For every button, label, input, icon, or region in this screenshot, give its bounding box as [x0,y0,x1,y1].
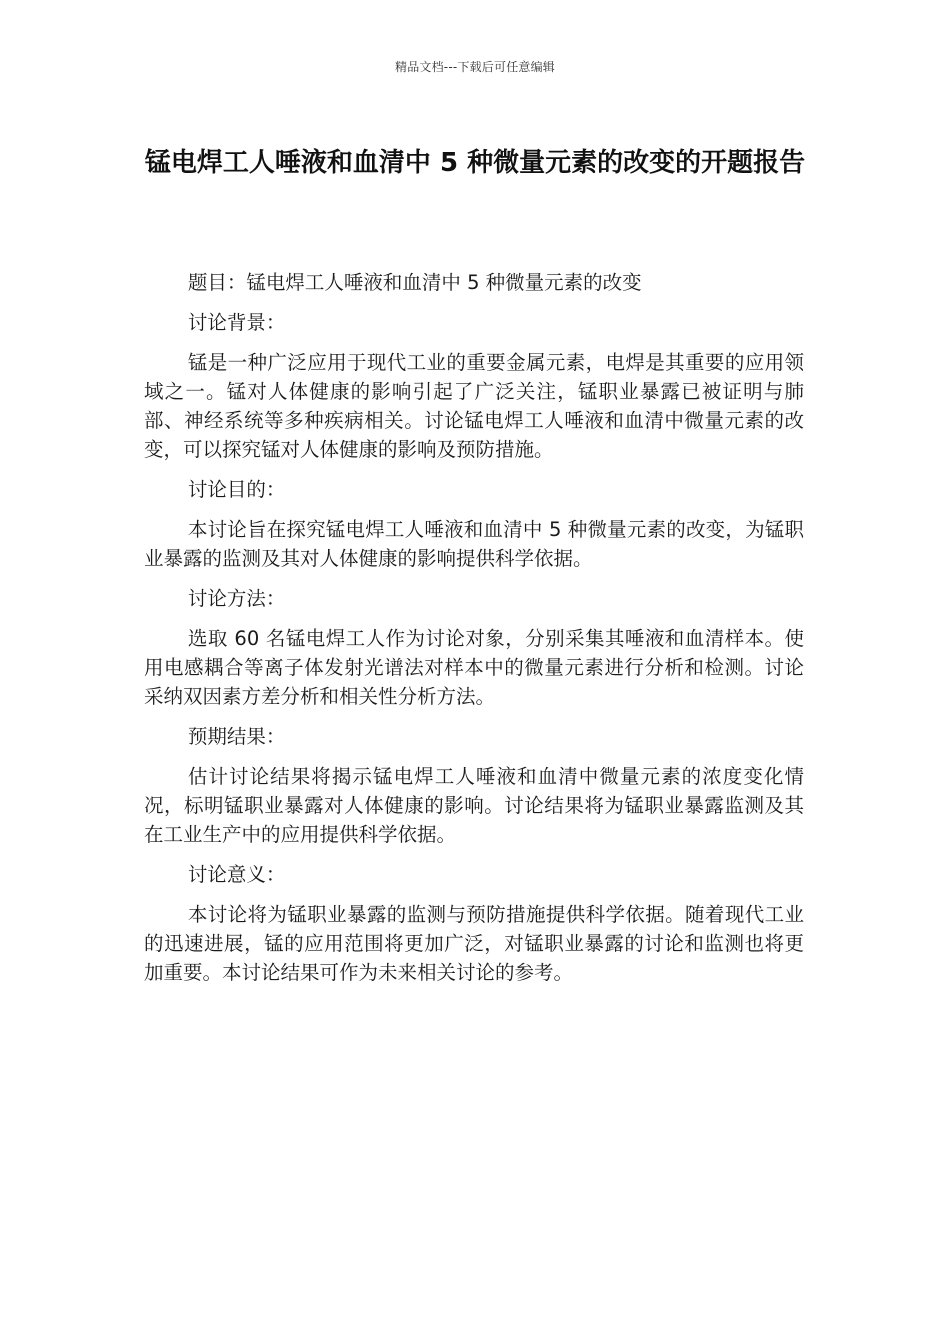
section-heading-method: 讨论方法： [187,587,286,610]
document-body [144,268,804,998]
section-heading-significance: 讨论意义： [187,863,286,886]
significance-paragraph: 本讨论将为锰职业暴露的监测与预防措施提供科学依据。随着现代工业的迅速进展，锰的应用范围将更加广泛，对锰职业暴露的讨论和监测也将更加重要。本讨论结果可作为未来相关讨论的参考。 [144,903,804,984]
purpose-paragraph: 本讨论旨在探究锰电焊工人唾液和血清中 5 种微量元素的改变，为锰职业暴露的监测及其对人体健康的影响提供科学依据。 [144,518,804,570]
topic-line: 题目：锰电焊工人唾液和血清中 5 种微量元素的改变 [187,271,642,294]
section-heading-purpose: 讨论目的： [187,478,286,501]
background-paragraph: 锰是一种广泛应用于现代工业的重要金属元素，电焊是其重要的应用领域之一。锰对人体健康的影响引起了广泛关注，锰职业暴露已被证明与肺部、神经系统等多种疾病相关。讨论锰电焊工人唾液和血清中微量元素的改变，可以探究锰对人体健康的影响及预防措施。 [144,351,804,461]
method-paragraph: 选取 60 名锰电焊工人作为讨论对象，分别采集其唾液和血清样本。使用电感耦合等离子体发射光谱法对样本中的微量元素进行分析和检测。讨论采纳双因素方差分析和相关性分析方法。 [144,627,804,708]
expected-results-paragraph: 估计讨论结果将揭示锰电焊工人唾液和血清中微量元素的浓度变化情况，标明锰职业暴露对人体健康的影响。讨论结果将为锰职业暴露监测及其在工业生产中的应用提供科学依据。 [144,765,804,846]
section-heading-expected-results: 预期结果： [187,725,286,748]
document-title: 锰电焊工人唾液和血清中 5 种微量元素的改变的开题报告 [144,148,806,178]
section-heading-background: 讨论背景： [187,311,286,334]
header-note: 精品文档---下载后可任意编辑 [395,60,555,74]
